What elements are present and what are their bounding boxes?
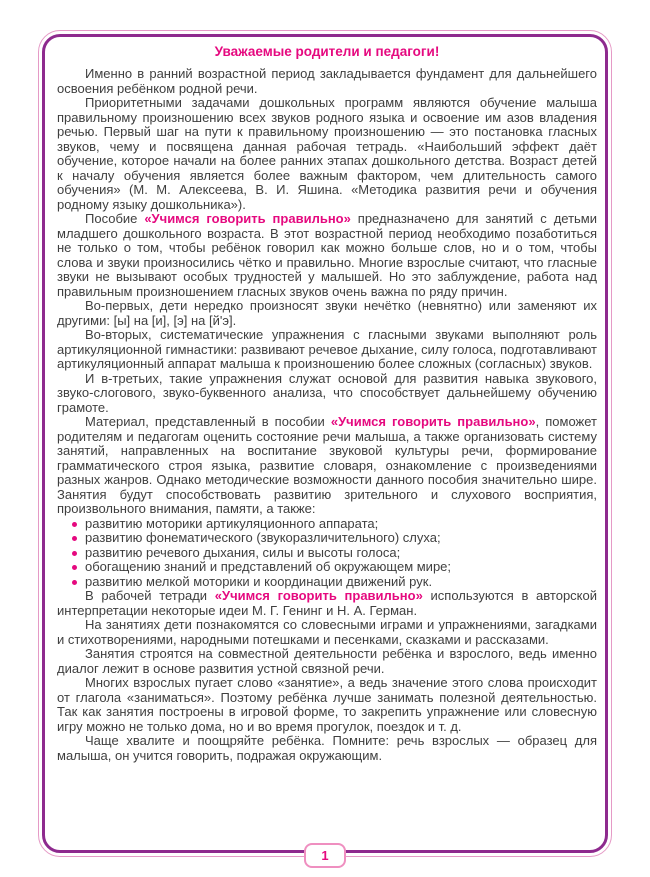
bullet-list xyxy=(57,517,597,590)
paragraph-text: Материал, представленный в пособии xyxy=(85,414,331,429)
bullet-icon xyxy=(72,565,77,570)
paragraph xyxy=(57,372,597,416)
accent-phrase: «Учимся говорить правильно» xyxy=(214,588,423,603)
paragraph xyxy=(57,67,597,96)
paragraph xyxy=(57,415,597,517)
bullet-item xyxy=(57,517,597,532)
paragraph xyxy=(57,299,597,328)
page-title: Уважаемые родители и педагоги! xyxy=(214,44,440,59)
paragraph-text: предназначено для занятий с детьми младшего дошкольного возраста. В этот возрастной период необходимо позаботиться не только о том, чтобы ребёнок говорил как можно больше слов, но и о том, чтобы слова и звуки произносились чётко и правильно. Многие взрослые считают, что гласные звуки не вызывают особых трудностей у малышей. Но это заблуждение, работа над правильным произношением гласных звуков очень важна по ряду причин. xyxy=(57,211,597,299)
paragraph xyxy=(57,618,597,647)
paragraph xyxy=(57,647,597,676)
page-number-badge xyxy=(304,843,346,868)
paragraph-text: Занятия строятся на совместной деятельности ребёнка и взрослого, ведь именно диалог лежит в основе развития устной связной речи. xyxy=(57,646,597,676)
paragraph-text: Пособие xyxy=(85,211,145,226)
bullet-item xyxy=(57,531,597,546)
paragraph xyxy=(57,212,597,299)
bullet-item xyxy=(57,546,597,561)
paragraph-text: В рабочей тетради xyxy=(85,588,215,603)
paragraph xyxy=(57,734,597,763)
bullet-text: обогащению знаний и представлений об окружающем мире; xyxy=(85,559,452,574)
bullet-icon xyxy=(72,522,77,527)
text-content xyxy=(57,44,597,833)
paragraph-text: На занятиях дети познакомятся со словесными играми и упражнениями, загадками и стихотворениями, народными потешками и песенками, сказками и рассказами. xyxy=(57,617,597,647)
paragraph-text: Во-первых, дети нередко произносят звуки нечётко (невнятно) или заменяют их другими: [ы] на [и], [э] на [й'э]. xyxy=(57,298,597,328)
accent-phrase: «Учимся говорить правильно» xyxy=(330,414,536,429)
paragraph xyxy=(57,96,597,212)
bullet-icon xyxy=(72,580,77,585)
paragraph-text: Во-вторых, систематические упражнения с гласными звуками выполняют роль артикуляционной гимнастики: развивают речевое дыхание, силу голоса, подготавливают артикуляционный аппарат малыша к произношению более сложных (согласных) звуков. xyxy=(57,327,597,371)
accent-phrase: «Учимся говорить правильно» xyxy=(144,211,351,226)
page-number: 1 xyxy=(321,848,329,863)
paragraph xyxy=(57,589,597,618)
paragraph-text: , поможет родителям и педагогам оценить состояние речи малыша, а также организовать систему занятий, направленных на воспитание звуковой культуры речи, формирование грамматического строя языка, развитие словаря, ознакомление с произведениями разных жанров. Однако методические возможности данного пособия значительно шире. Занятия будут способствовать развитию зрительного и слухового восприятия, произвольного внимания, памяти, а также: xyxy=(57,414,597,516)
bullet-icon xyxy=(72,536,77,541)
bullet-item xyxy=(57,575,597,590)
bullet-text: развитию фонематического (звукоразличительного) слуха; xyxy=(85,530,441,545)
paragraph-text: Именно в ранний возрастной период закладывается фундамент для дальнейшего освоения ребёнком родной речи. xyxy=(57,66,597,96)
paragraph xyxy=(57,328,597,372)
bullet-text: развитию моторики артикуляционного аппарата; xyxy=(85,515,379,531)
bullet-text: развитию речевого дыхания, силы и высоты голоса; xyxy=(85,544,401,560)
paragraph-text: Многих взрослых пугает слово «занятие», а ведь значение этого слова происходит от глагола «заниматься». Поэтому ребёнка лучше занимать полезной деятельностью. Так как занятия построены в игровой форме, то закрепить упражнение или словесную игру можно не только дома, но и во время прогулок, поездок и т. д. xyxy=(57,675,597,734)
paragraph-text: Чаще хвалите и поощряйте ребёнка. Помните: речь взрослых — образец для малыша, он учится говорить, подражая окружающим. xyxy=(57,733,597,763)
bullet-icon xyxy=(72,551,77,556)
paragraph-text: И в-третьих, такие упражнения служат основой для развития навыка звукового, звуко-слогового, звуко-буквенного анализа, что способствует дальнейшему обучению грамоте. xyxy=(57,370,597,415)
paragraph-text: Приоритетными задачами дошкольных программ являются обучение малыша правильному произношению всех звуков родного языка и освоение им азов владения речью. Первый шаг на пути к правильному произношению — это постановка гласных звуков, чему и посвящена данная рабочая тетрадь. «Наибольший эффект даёт обучение, которое начали на более ранних этапах дошкольного детства. Возраст детей к началу обучения является более важным фактором, чем длительность самого обучения» (М. М. Алексеева, В. И. Яшина. «Методика развития речи и обучения родному языку дошкольника»). xyxy=(57,95,597,212)
paragraph-text: используются в авторской интерпретации некоторые идеи М. Г. Генинг и Н. А. Герман. xyxy=(57,588,597,618)
paragraph xyxy=(57,676,597,734)
bullet-item xyxy=(57,560,597,575)
bullet-text: развитию мелкой моторики и координации движений рук. xyxy=(85,573,433,589)
